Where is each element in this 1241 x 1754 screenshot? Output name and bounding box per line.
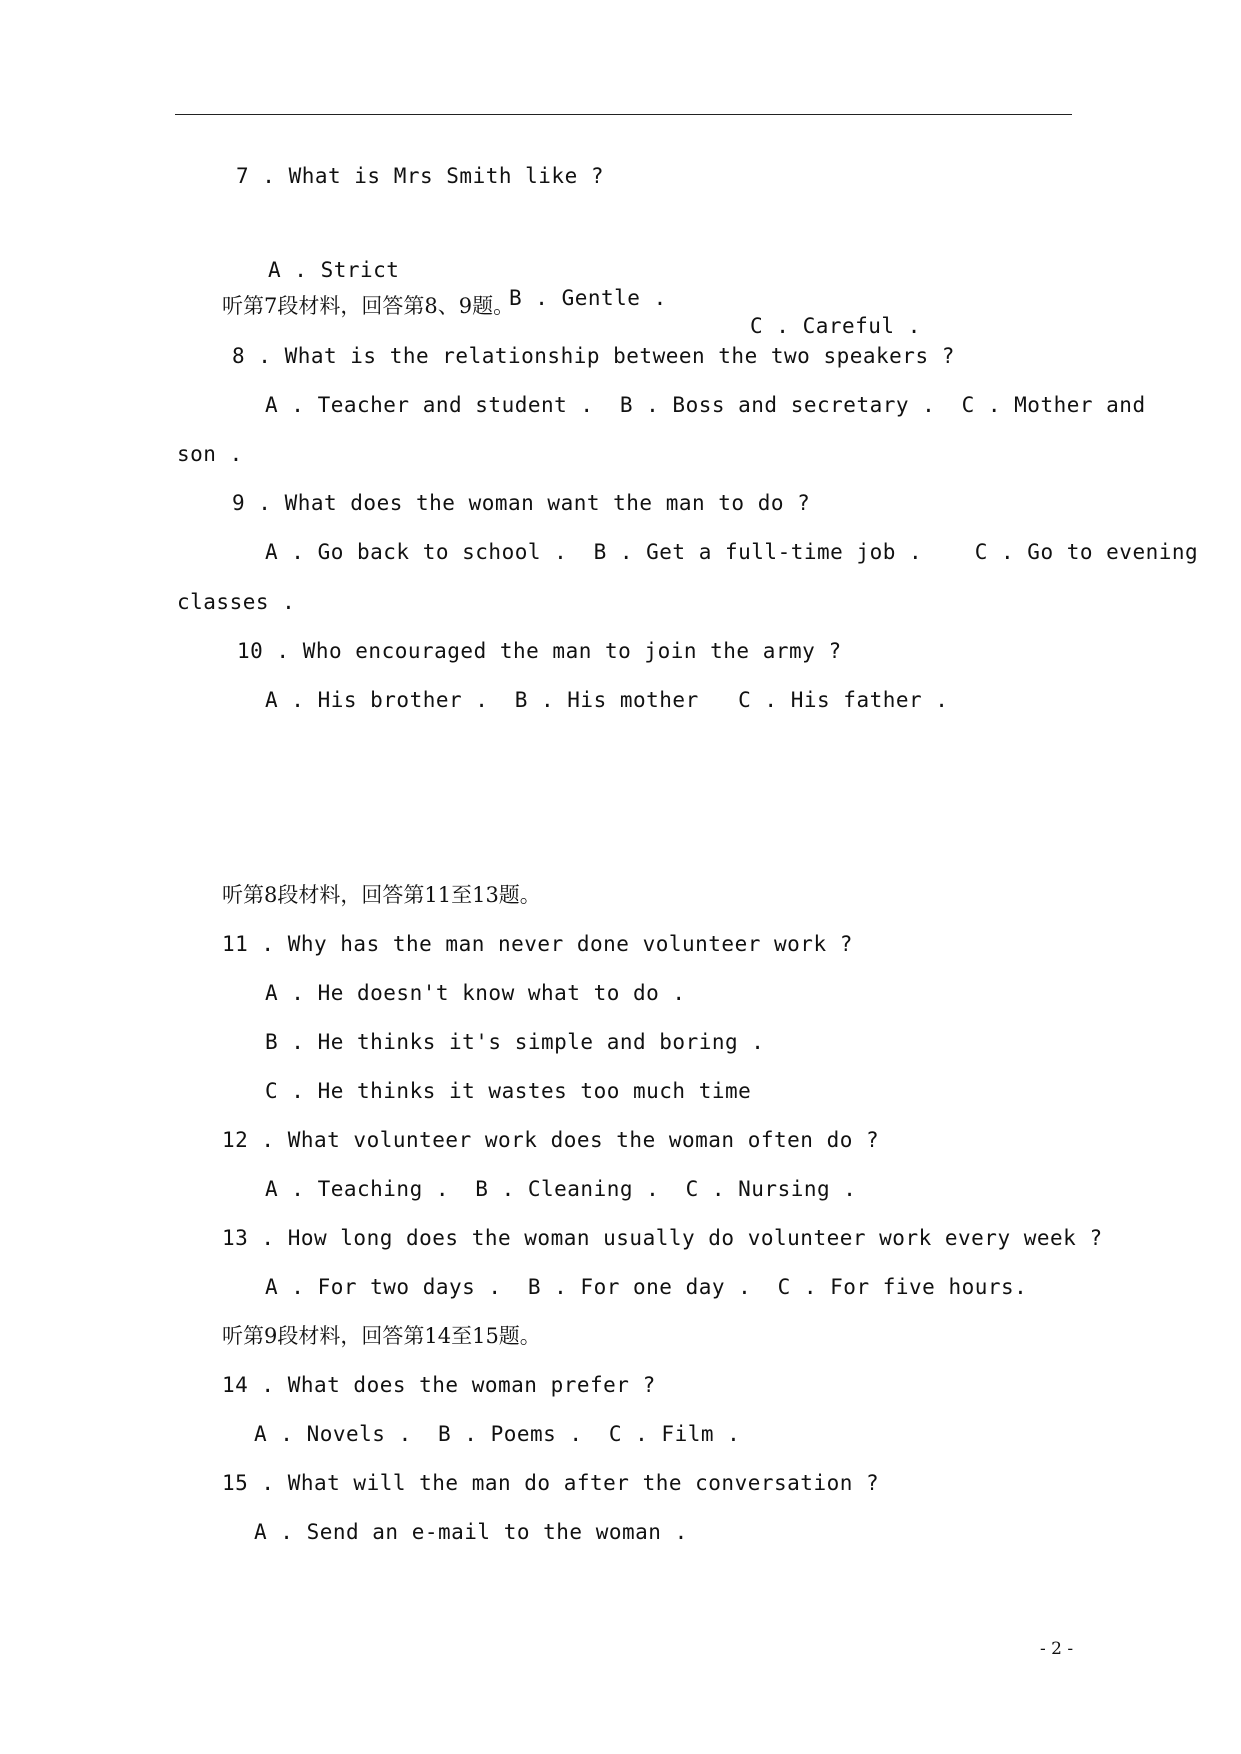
- question-9-options: A . Go back to school . B . Get a full-time job . C . Go to evening: [265, 540, 1199, 564]
- question-11: 11 . Why has the man never done volunteer work ?: [222, 932, 853, 956]
- section-8-instruction: 听第8段材料，回答第11至13题。: [222, 883, 541, 907]
- question-10-options: A . His brother . B . His mother C . His father .: [265, 688, 949, 712]
- question-11-option-a: A . He doesn't know what to do .: [265, 981, 686, 1005]
- question-8-options-cont: son .: [177, 442, 243, 466]
- question-15: 15 . What will the man do after the conversation ?: [222, 1471, 880, 1495]
- question-14-options: A . Novels . B . Poems . C . Film .: [254, 1422, 741, 1446]
- question-12-options: A . Teaching . B . Cleaning . C . Nursing .: [265, 1177, 857, 1201]
- section-7-instruction: 听第7段材料，回答第8、9题。: [222, 294, 515, 318]
- question-13-options: A . For two days . B . For one day . C . For five hours.: [265, 1275, 1028, 1299]
- question-12: 12 . What volunteer work does the woman often do ?: [222, 1128, 880, 1152]
- q7-option-c: C . Careful .: [750, 314, 921, 338]
- question-7: 7 . What is Mrs Smith like ?: [236, 164, 605, 188]
- section-9-instruction: 听第9段材料，回答第14至15题。: [222, 1324, 541, 1348]
- question-11-option-b: B . He thinks it's simple and boring .: [265, 1030, 765, 1054]
- header-rule: [175, 114, 1072, 115]
- question-8: 8 . What is the relationship between the two speakers ?: [232, 344, 955, 368]
- question-14: 14 . What does the woman prefer ?: [222, 1373, 656, 1397]
- question-9: 9 . What does the woman want the man to do ?: [232, 491, 811, 515]
- q7-option-b: B . Gentle .: [509, 286, 667, 310]
- question-13: 13 . How long does the woman usually do volunteer work every week ?: [222, 1226, 1103, 1250]
- question-15-option-a: A . Send an e-mail to the woman .: [254, 1520, 688, 1544]
- page-number: - 2 -: [1040, 1639, 1074, 1659]
- question-8-options: A . Teacher and student . B . Boss and secretary . C . Mother and: [265, 393, 1146, 417]
- question-11-option-c: C . He thinks it wastes too much time: [265, 1079, 752, 1103]
- q7-option-a: A . Strict: [268, 258, 400, 282]
- question-10: 10 . Who encouraged the man to join the army ?: [237, 639, 842, 663]
- question-9-options-cont: classes .: [177, 590, 296, 614]
- question-7-options: [0, 228, 1241, 340]
